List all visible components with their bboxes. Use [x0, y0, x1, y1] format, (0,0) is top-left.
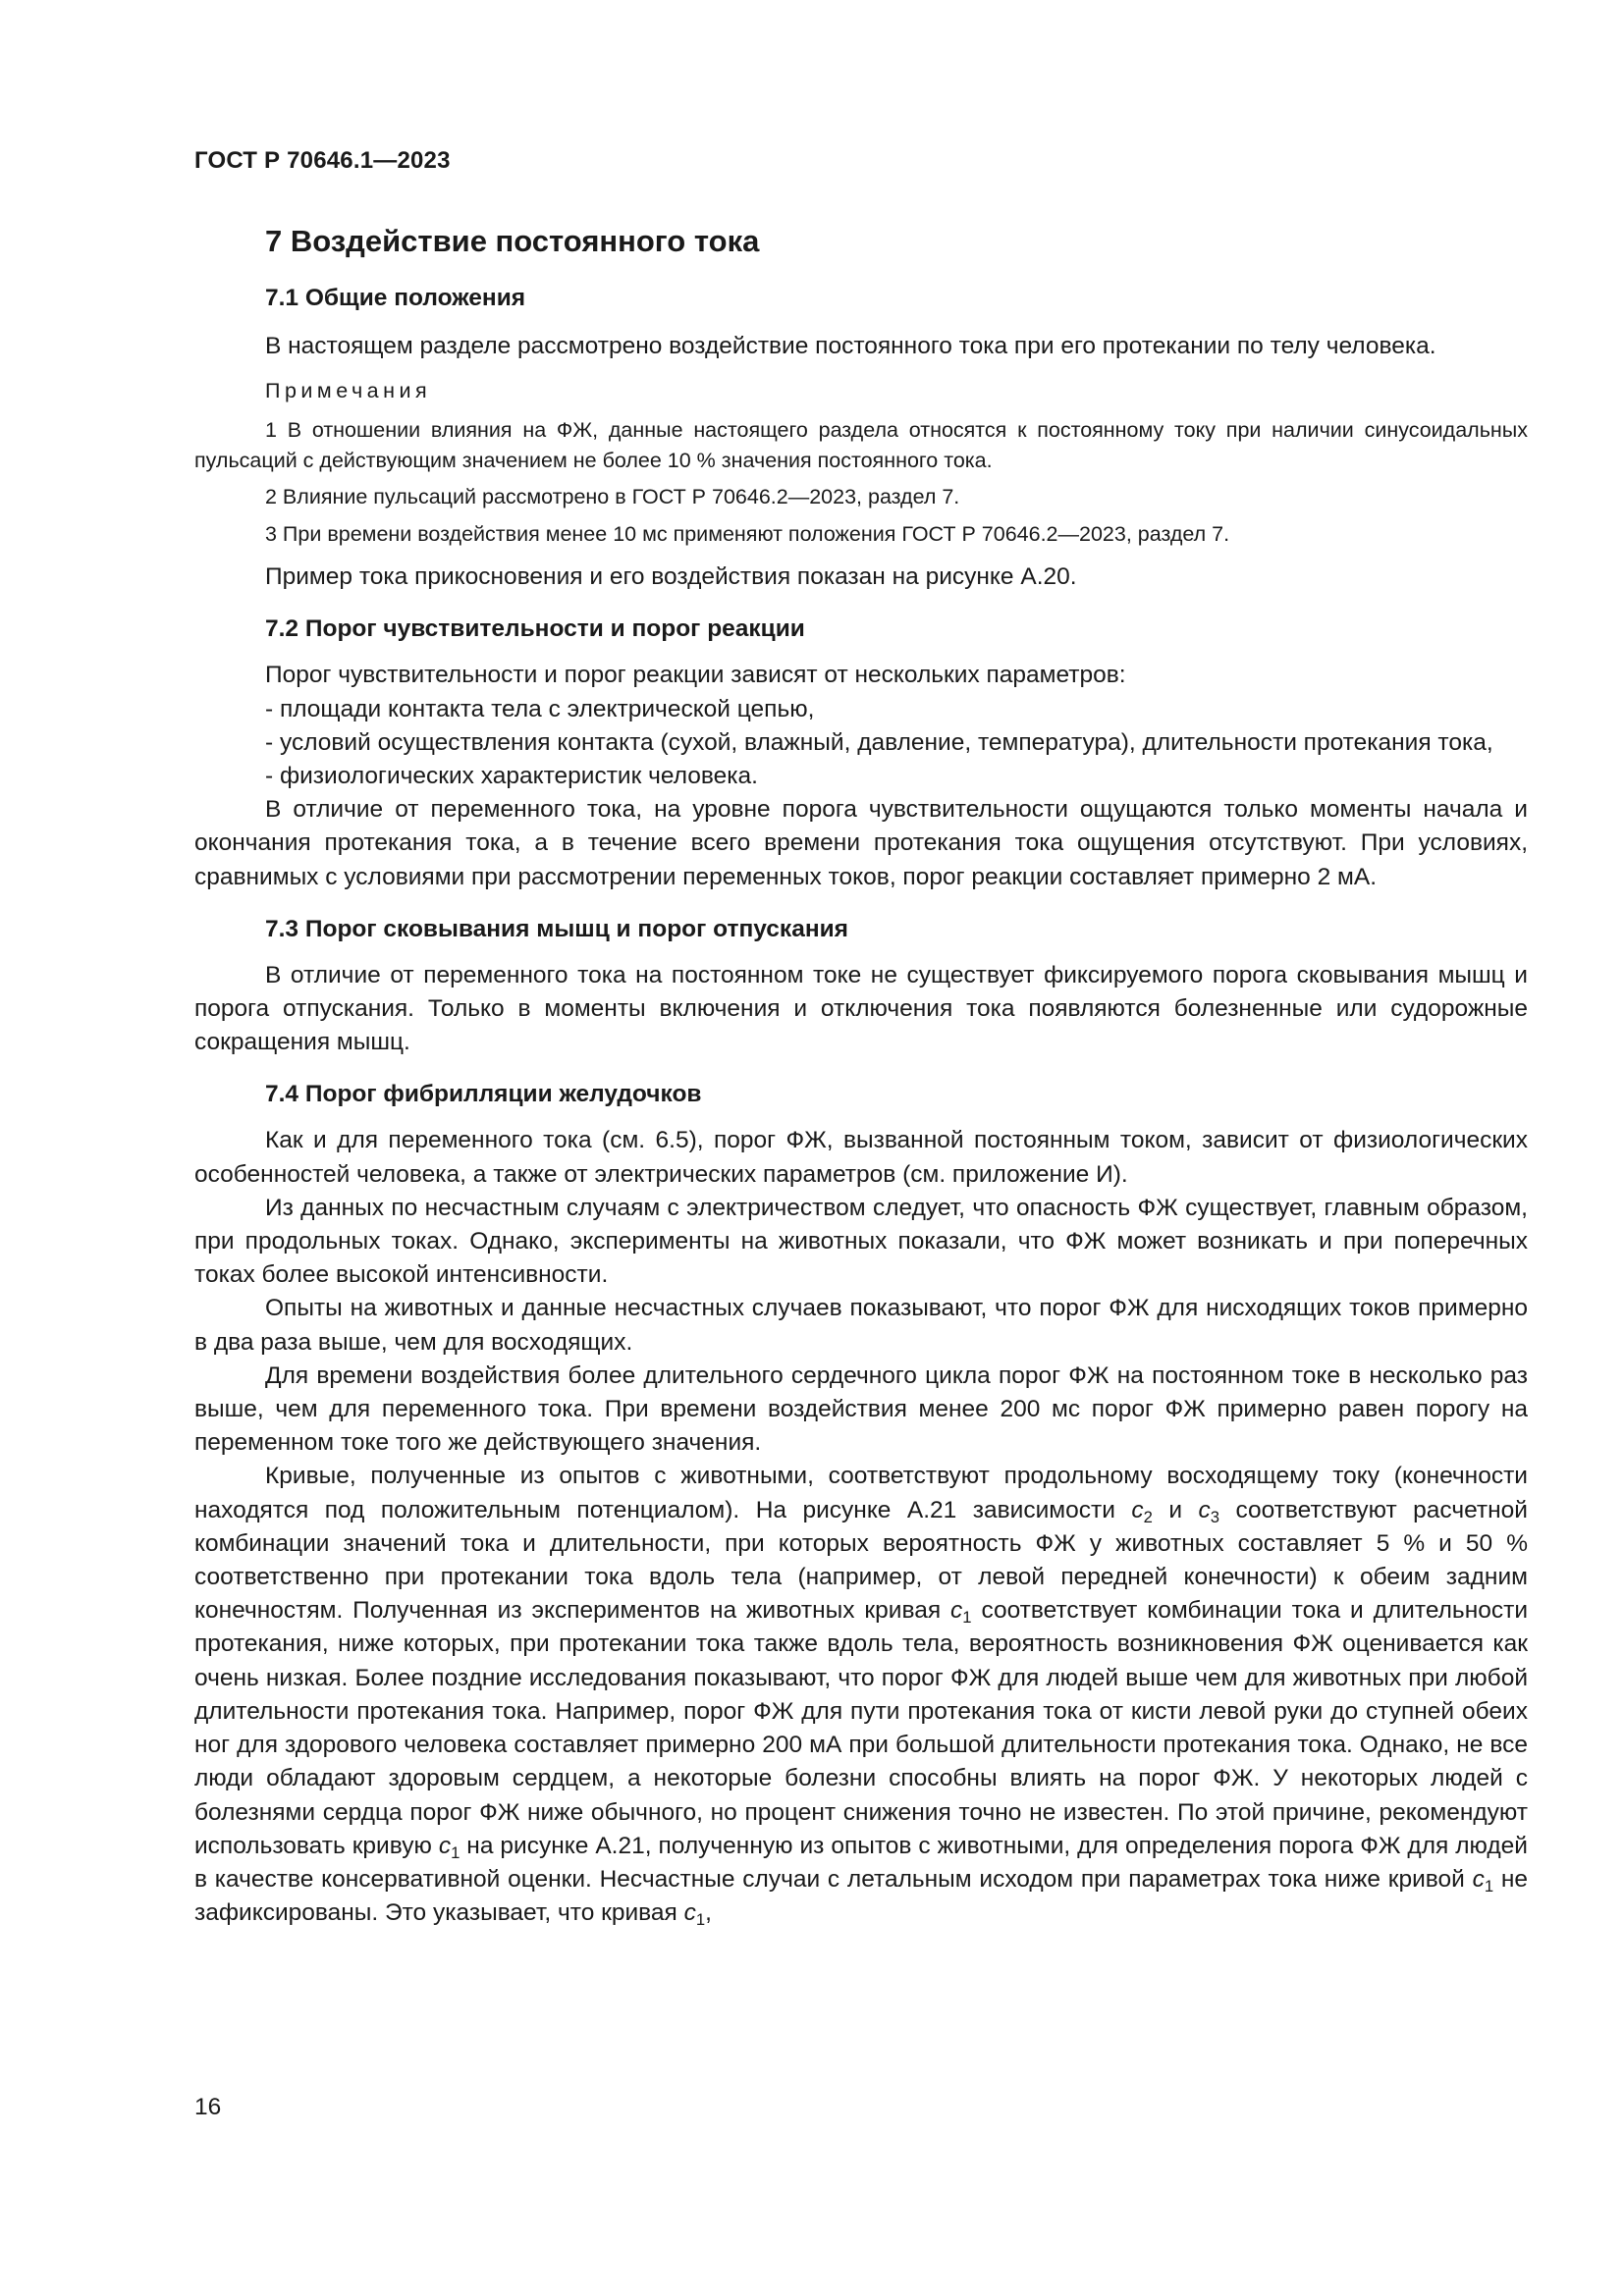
subsection-7-2-title: 7.2 Порог чувствительности и порог реакции: [265, 615, 805, 643]
curve-c2-subscript: 2: [1143, 1507, 1153, 1526]
curve-c1-symbol: c: [438, 1832, 452, 1859]
text-run: ,: [705, 1899, 712, 1927]
curve-c1-subscript: 1: [962, 1608, 972, 1628]
curve-c3-symbol: c: [1198, 1496, 1211, 1523]
text-run: и: [1152, 1496, 1199, 1523]
text-run: не зафиксированы. Это указывает, что кривая: [194, 1865, 1528, 1927]
paragraph-7-4-5: [194, 1460, 1528, 1930]
list-item-contact-area: - площади контакта тела с электрической цепью,: [265, 695, 815, 722]
curve-c1-symbol: c: [683, 1899, 696, 1927]
subsection-7-3-title: 7.3 Порог сковывания мышц и порог отпускания: [265, 915, 848, 942]
subsection-7-1-title: 7.1 Общие положения: [265, 285, 526, 311]
note-1: 1 В отношении влияния на ФЖ, данные настоящего раздела относятся к постоянному току при наличии синусоидальных пульсаций с действующим значением не более 10 % значения постоянного тока.: [194, 418, 1528, 472]
paragraph-7-1-intro: В настоящем разделе рассмотрено воздействие постоянного тока при его протекании по телу человека.: [265, 333, 1436, 359]
page-number: 16: [194, 2094, 222, 2120]
paragraph-7-4-3: Опыты на животных и данные несчастных случаев показывают, что порог ФЖ для нисходящих токов примерно в два раза выше, чем для восходящих.: [194, 1295, 1528, 1356]
subsection-7-4-title: 7.4 Порог фибрилляции желудочков: [265, 1081, 702, 1108]
list-item-contact-conditions: - условий осуществления контакта (сухой, влажный, давление, температура), длительности протекания тока,: [265, 728, 1493, 756]
content-flow: [194, 285, 1528, 1930]
curve-c1-symbol: c: [1472, 1865, 1485, 1893]
curve-c1-subscript: 1: [695, 1910, 706, 1930]
paragraph-7-2-reaction: В отличие от переменного тока, на уровне порога чувствительности ощущаются только моменты начала и окончания протекания тока, а в течение всего времени протекания тока ощущения отсутствуют. При условиях, сравнимых с условиями при рассмотрении переменных токов, порог реакции составляет примерно 2 мА.: [194, 796, 1528, 890]
curve-c3-subscript: 3: [1210, 1507, 1219, 1526]
text-run: соответствуют расчетной комбинации значений тока и длительности, при которых вероятность ФЖ у животных составляет 5 % и 50 % соответственно при протекании тока вдоль тела (например, от левой передней конечности) к обеим задним конечностям. Полученная из экспериментов на животных кривая: [194, 1496, 1528, 1625]
curve-c2-symbol: c: [1131, 1496, 1144, 1523]
paragraph-7-2-intro: Порог чувствительности и порог реакции зависят от нескольких параметров:: [265, 662, 1126, 689]
list-item-physiology: - физиологических характеристик человека.: [265, 763, 758, 790]
paragraph-7-4-1: Как и для переменного тока (см. 6.5), порог ФЖ, вызванной постоянным током, зависит от физиологических особенностей человека, а также от электрических параметров (см. приложение И).: [194, 1127, 1528, 1188]
text-run: соответствует комбинации тока и длительности протекания, ниже которых, при протекании тока также вдоль тела, вероятность возникновения ФЖ оценивается как очень низкая. Более поздние исследования показывают, что порог ФЖ для людей выше чем для животных при любой длительности протекания тока. Например, порог ФЖ для пути протекания тока от кисти левой руки до ступней обеих ног для здорового человека составляет примерно 200 мА при большой длительности протекания тока. Однако, не все люди обладают здоровым сердцем, а некоторые болезни способны влиять на порог ФЖ. У некоторых людей с болезнями сердца порог ФЖ ниже обычного, но процент снижения точно не известен. По этой причине, рекомендуют использовать кривую: [194, 1597, 1529, 1859]
section-7-title: 7 Воздействие постоянного тока: [265, 224, 760, 258]
curve-c1-subscript: 1: [451, 1842, 460, 1862]
notes-heading: Примечания: [265, 379, 432, 403]
note-3: 3 При времени воздействия менее 10 мс применяют положения ГОСТ Р 70646.2—2023, раздел 7.: [265, 521, 1230, 546]
paragraph-7-4-4: Для времени воздействия более длительного сердечного цикла порог ФЖ на постоянном токе в несколько раз выше, чем для переменного тока. При времени воздействия менее 200 мс порог ФЖ примерно равен порогу на переменном токе того же действующего значения.: [194, 1362, 1528, 1457]
curve-c1-subscript: 1: [1484, 1876, 1494, 1896]
paragraph-example-figure: Пример тока прикосновения и его воздействия показан на рисунке А.20.: [265, 563, 1077, 591]
text-run: Кривые, полученные из опытов с животными, соответствуют продольному восходящему току (конечности находятся под положительным потенциалом). На рисунке А.21 зависимости: [194, 1463, 1528, 1523]
paragraph-7-4-2: Из данных по несчастным случаям с электричеством следует, что опасность ФЖ существует, главным образом, при продольных токах. Однако, эксперименты на животных показали, что ФЖ может возникать и при поперечных токах более высокой интенсивности.: [194, 1194, 1528, 1289]
paragraph-7-3: В отличие от переменного тока на постоянном токе не существует фиксируемого порога сковывания мышц и порога отпускания. Только в моменты включения и отключения тока появляются болезненные или судорожные сокращения мышц.: [194, 961, 1528, 1056]
text-run: на рисунке А.21, полученную из опытов с животными, для определения порога ФЖ для людей в качестве консервативной оценки. Несчастные случаи с летальным исходом при параметрах тока ниже кривой: [194, 1832, 1528, 1893]
curve-c1-symbol: c: [950, 1597, 963, 1625]
note-2: 2 Влияние пульсаций рассмотрено в ГОСТ Р 70646.2—2023, раздел 7.: [265, 485, 960, 509]
document-code-header: ГОСТ Р 70646.1—2023: [194, 147, 451, 174]
